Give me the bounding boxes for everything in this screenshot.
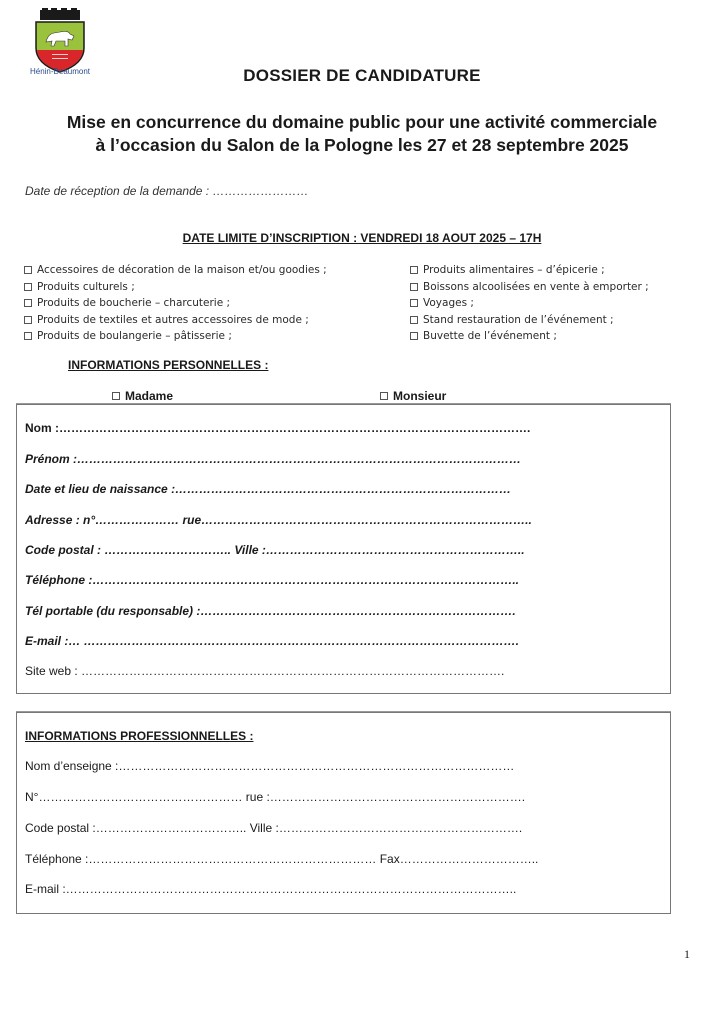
checkbox-icon[interactable] [24, 283, 32, 291]
business-email-field[interactable]: E-mail :………………………………………………………………………………………………….. [25, 882, 517, 896]
business-name-field[interactable]: Nom d’enseigne :……………………………………………………………………………………… [25, 759, 515, 773]
category-item[interactable]: Produits de textiles et autres accessoires de mode ; [24, 312, 327, 329]
website-field[interactable]: Site web : ……………………………………………………………………………………………. [25, 664, 505, 678]
category-list-left [24, 262, 327, 345]
document-subtitle-line-2: à l’occasion du Salon de la Pologne les 27 et 28 septembre 2025 [95, 135, 629, 155]
page-number: 1 [684, 947, 690, 961]
category-item[interactable]: Boissons alcoolisées en vente à emporter ; [410, 279, 649, 296]
category-item[interactable]: Produits culturels ; [24, 279, 327, 296]
business-address-field[interactable]: N°…………………………………………… rue :………………………………………………………. [25, 790, 526, 804]
checkbox-icon[interactable] [112, 392, 120, 400]
document-subtitle-line-1: Mise en concurrence du domaine public pour une activité commerciale [66, 112, 658, 132]
last-name-field[interactable]: Nom :………………………………………………………………………………………………………. [25, 421, 531, 435]
business-postal-city-field[interactable]: Code postal :……………………………….. Ville :……………………………………………………. [25, 821, 523, 835]
personal-info-heading: INFORMATIONS PERSONNELLES : [68, 358, 269, 372]
category-item[interactable]: Voyages ; [410, 295, 649, 312]
first-name-field[interactable]: Prénom :………………………………………………………………………………………………… [25, 452, 522, 466]
email-field[interactable]: E-mail :… ………………………………………………………………………………………………. [25, 634, 520, 648]
checkbox-icon[interactable] [24, 316, 32, 324]
professional-info-heading: INFORMATIONS PROFESSIONNELLES : [25, 729, 254, 743]
checkbox-icon[interactable] [410, 316, 418, 324]
civility-madame[interactable]: Madame [112, 389, 173, 403]
category-item[interactable]: Produits de boucherie – charcuterie ; [24, 295, 327, 312]
category-list-right [410, 262, 649, 345]
checkbox-icon[interactable] [410, 299, 418, 307]
civility-monsieur[interactable]: Monsieur [380, 389, 446, 403]
checkbox-icon[interactable] [410, 266, 418, 274]
registration-deadline: DATE LIMITE D’INSCRIPTION : VENDREDI 18 AOUT 2025 – 17H [182, 231, 542, 245]
checkbox-icon[interactable] [24, 332, 32, 340]
checkbox-icon[interactable] [24, 266, 32, 274]
logo-caption: Hénin-Beaumont [29, 67, 91, 76]
checkbox-icon[interactable] [410, 283, 418, 291]
mobile-phone-field[interactable]: Tél portable (du responsable) :……………………………………………………………………. [25, 604, 516, 618]
business-phone-fax-field[interactable]: Téléphone :……………………………………………………………… Fax…………………………….. [25, 852, 539, 866]
phone-field[interactable]: Téléphone :…………………………………………………………………………………………….. [25, 573, 520, 587]
birth-date-place-field[interactable]: Date et lieu de naissance :………………………………………………………………………… [25, 482, 512, 496]
category-item[interactable]: Accessoires de décoration de la maison et/ou goodies ; [24, 262, 327, 279]
category-item[interactable]: Produits alimentaires – d’épicerie ; [410, 262, 649, 279]
postal-code-city-field[interactable]: Code postal : ………………………….. Ville :……………………………………………………….. [25, 543, 525, 557]
checkbox-icon[interactable] [24, 299, 32, 307]
professional-info-box [16, 712, 671, 914]
personal-info-box [16, 404, 671, 694]
reception-date-field[interactable]: Date de réception de la demande : …………………… [25, 184, 309, 198]
category-item[interactable]: Stand restauration de l’événement ; [410, 312, 649, 329]
checkbox-icon[interactable] [380, 392, 388, 400]
address-field[interactable]: Adresse : n°………………… rue……………………………………………………………………….. [25, 513, 532, 527]
category-item[interactable]: Produits de boulangerie – pâtisserie ; [24, 328, 327, 345]
document-title: DOSSIER DE CANDIDATURE [243, 66, 481, 85]
category-item[interactable]: Buvette de l’événement ; [410, 328, 649, 345]
checkbox-icon[interactable] [410, 332, 418, 340]
